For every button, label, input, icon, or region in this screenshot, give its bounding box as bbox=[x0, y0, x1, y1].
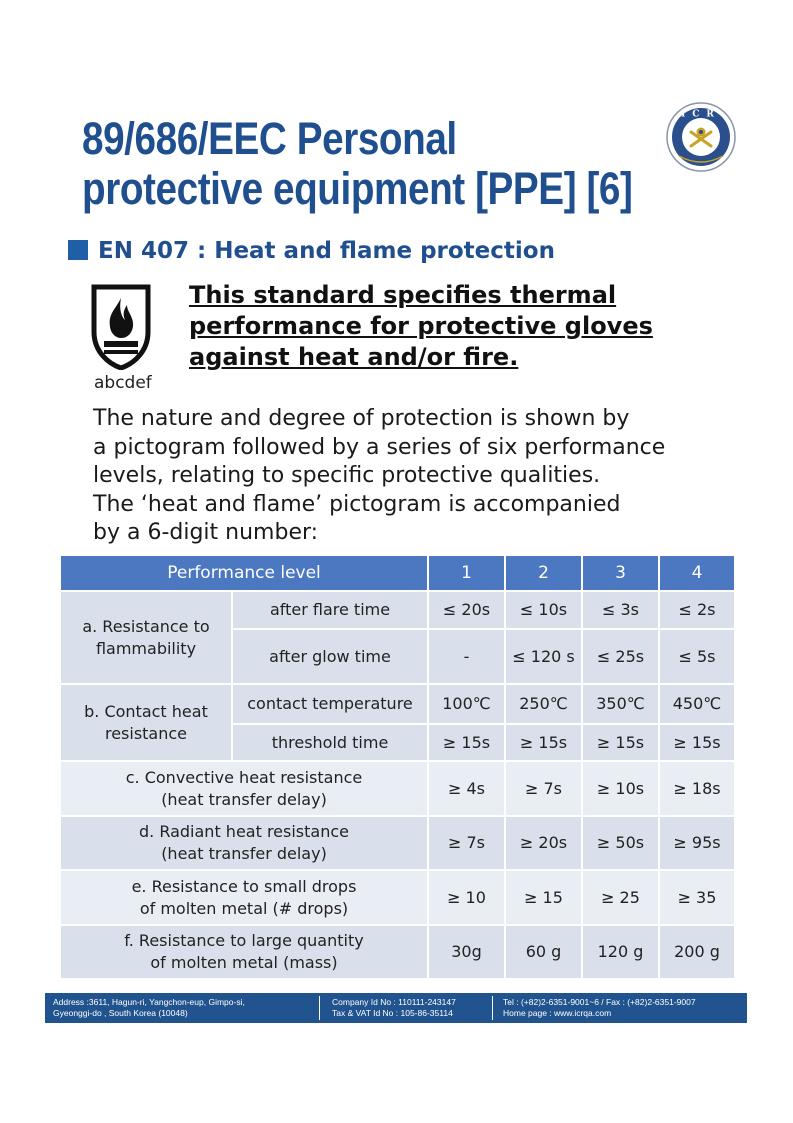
section-heading bbox=[68, 238, 555, 264]
row-label-c bbox=[60, 761, 428, 816]
value-cell: ≤ 5s bbox=[659, 629, 735, 684]
table-row bbox=[60, 925, 735, 979]
footer-tel-fax: Tel : (+82)2-6351-9001~6 / Fax : (+82)2-6351-9007 bbox=[503, 997, 696, 1007]
value-cell: ≤ 20s bbox=[428, 591, 505, 629]
body-line: levels, relating to specific protective qualities. bbox=[93, 463, 601, 488]
row-label-e bbox=[60, 870, 428, 925]
value-cell: ≥ 15 bbox=[505, 870, 582, 925]
row-label-f bbox=[60, 925, 428, 979]
title-line-2: protective equipment [PPE] [6] bbox=[82, 163, 633, 214]
footer-homepage: Home page : www.icrqa.com bbox=[503, 1008, 612, 1018]
value-cell: ≥ 35 bbox=[659, 870, 735, 925]
value-cell: 200 g bbox=[659, 925, 735, 979]
value-cell: ≥ 18s bbox=[659, 761, 735, 816]
value-cell: ≤ 3s bbox=[582, 591, 659, 629]
heat-flame-pictogram-icon bbox=[91, 284, 151, 370]
section-heading-text: EN 407 : Heat and flame protection bbox=[98, 238, 555, 264]
value-cell: 120 g bbox=[582, 925, 659, 979]
sub-label: after glow time bbox=[232, 629, 428, 684]
footer-address-line: Gyeonggi-do , South Korea (10048) bbox=[53, 1008, 188, 1018]
value-cell: ≤ 10s bbox=[505, 591, 582, 629]
value-cell: ≥ 25 bbox=[582, 870, 659, 925]
blue-square-bullet-icon bbox=[68, 240, 88, 260]
footer-ids bbox=[332, 997, 456, 1019]
row-label-b: b. Contact heat resistance bbox=[60, 684, 232, 761]
footer-address-line: Address :3611, Hagun-ri, Yangchon-eup, Gimpo-si, bbox=[53, 997, 245, 1007]
body-line: The nature and degree of protection is shown by bbox=[93, 406, 630, 431]
footer-address bbox=[53, 997, 245, 1019]
value-cell: ≥ 10 bbox=[428, 870, 505, 925]
footer-bar bbox=[45, 993, 747, 1023]
title-line-1: 89/686/EEC Personal bbox=[82, 113, 457, 164]
value-cell: ≥ 4s bbox=[428, 761, 505, 816]
row-label-line: f. Resistance to large quantity bbox=[124, 931, 364, 950]
table-row bbox=[60, 816, 735, 870]
table-row bbox=[60, 684, 735, 724]
sub-label: threshold time bbox=[232, 724, 428, 761]
body-line: by a 6-digit number: bbox=[93, 520, 319, 545]
page-title bbox=[82, 114, 632, 214]
header-level: 2 bbox=[505, 555, 582, 591]
value-cell: ≤ 25s bbox=[582, 629, 659, 684]
value-cell: ≥ 10s bbox=[582, 761, 659, 816]
row-label-line: c. Convective heat resistance bbox=[125, 767, 363, 787]
logo-text: ICR bbox=[681, 109, 721, 120]
value-cell: ≥ 15s bbox=[428, 724, 505, 761]
row-label-a: a. Resistance to flammability bbox=[60, 591, 232, 684]
value-cell: 30g bbox=[428, 925, 505, 979]
sub-label: contact temperature bbox=[232, 684, 428, 724]
table-row bbox=[60, 591, 735, 629]
value-cell: ≥ 7s bbox=[428, 816, 505, 870]
header-level: 3 bbox=[582, 555, 659, 591]
table-row bbox=[60, 761, 735, 816]
value-cell: ≥ 15s bbox=[659, 724, 735, 761]
body-line: The ‘heat and flame’ pictogram is accompanied bbox=[93, 491, 621, 517]
row-label-line: d. Radiant heat resistance bbox=[139, 822, 349, 841]
value-cell: ≤ 120 s bbox=[505, 629, 582, 684]
value-cell: 60 g bbox=[505, 925, 582, 979]
row-label-d bbox=[60, 816, 428, 870]
body-paragraph bbox=[93, 405, 733, 548]
value-cell: ≥ 95s bbox=[659, 816, 735, 870]
value-cell: ≤ 2s bbox=[659, 591, 735, 629]
header-level: 1 bbox=[428, 555, 505, 591]
footer-company-id: Company Id No : 110111-243147 bbox=[332, 997, 456, 1007]
value-cell: ≥ 50s bbox=[582, 816, 659, 870]
footer-tax-id: Tax & VAT Id No : 105-86-35114 bbox=[332, 1008, 453, 1018]
row-label-line: (heat transfer delay) bbox=[161, 844, 327, 863]
table-row bbox=[60, 870, 735, 925]
value-cell: 450℃ bbox=[659, 684, 735, 724]
row-label-line: of molten metal (mass) bbox=[150, 953, 338, 972]
value-cell: ≥ 15s bbox=[582, 724, 659, 761]
pictogram-caption: abcdef bbox=[94, 373, 152, 393]
body-line: a pictogram followed by a series of six performance bbox=[93, 434, 666, 460]
row-label-line: e. Resistance to small drops bbox=[131, 876, 357, 896]
row-label-line: (heat transfer delay) bbox=[161, 789, 327, 809]
value-cell: ≥ 15s bbox=[505, 724, 582, 761]
footer-divider bbox=[492, 996, 493, 1020]
icr-seal-logo bbox=[666, 102, 736, 172]
value-cell: ≥ 7s bbox=[505, 761, 582, 816]
value-cell: 100℃ bbox=[428, 684, 505, 724]
header-level: 4 bbox=[659, 555, 735, 591]
value-cell: ≥ 20s bbox=[505, 816, 582, 870]
performance-table bbox=[59, 554, 736, 980]
row-label-line: of molten metal (# drops) bbox=[139, 898, 349, 918]
value-cell: 250℃ bbox=[505, 684, 582, 724]
sub-label: after flare time bbox=[232, 591, 428, 629]
footer-divider bbox=[319, 996, 320, 1020]
table-header-row bbox=[60, 555, 735, 591]
footer-contact bbox=[503, 997, 696, 1019]
header-performance-level: Performance level bbox=[60, 555, 428, 591]
value-cell: - bbox=[428, 629, 505, 684]
lead-text: This standard specifies thermal performance for protective gloves against heat and/or fire. bbox=[189, 281, 653, 371]
value-cell: 350℃ bbox=[582, 684, 659, 724]
